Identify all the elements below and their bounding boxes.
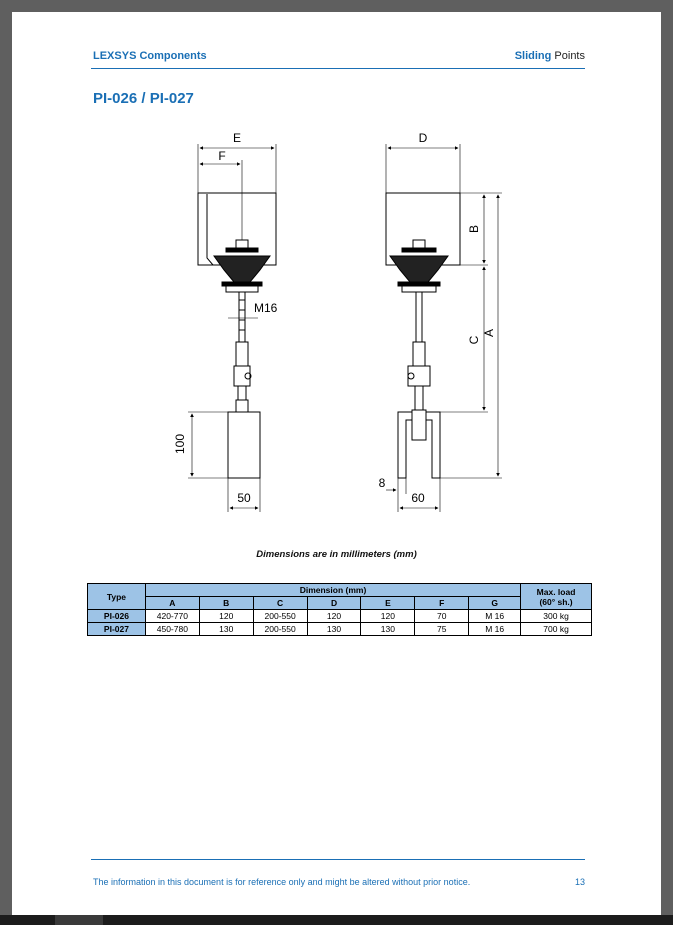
row-type: PI-026	[88, 610, 146, 623]
table-cell: 130	[199, 623, 253, 636]
label-8: 8	[378, 476, 386, 490]
table-cell: 120	[361, 610, 415, 623]
brand-name: LEXSYS Components	[93, 50, 207, 62]
load-header-line1: Max. load	[536, 586, 576, 597]
label-d: D	[418, 131, 428, 145]
dimension-labels	[173, 131, 496, 505]
label-a: A	[482, 328, 496, 338]
table-cell: M 16	[469, 623, 521, 636]
load-header	[521, 584, 592, 610]
section-name-accent: Sliding	[514, 50, 552, 62]
table-cell: 420-770	[145, 610, 199, 623]
side-view	[386, 144, 502, 512]
label-60: 60	[411, 491, 425, 505]
page-title: PI-026 / PI-027	[93, 90, 194, 107]
table-cell: 70	[415, 610, 469, 623]
table-cell: 200-550	[253, 623, 307, 636]
document-page	[12, 12, 661, 915]
footer-rule	[91, 859, 585, 860]
label-b: B	[467, 224, 481, 234]
table-cell: 450-780	[145, 623, 199, 636]
technical-drawing	[12, 12, 661, 532]
label-m16: M16	[254, 301, 278, 315]
table-cell: 75	[415, 623, 469, 636]
viewer-bottom-bar	[0, 915, 673, 925]
table-cell: 200-550	[253, 610, 307, 623]
row-load: 700 kg	[521, 623, 592, 636]
label-c: C	[467, 335, 481, 345]
type-header: Type	[88, 584, 146, 610]
row-load: 300 kg	[521, 610, 592, 623]
col-header: C	[253, 597, 307, 610]
spec-table	[87, 583, 592, 636]
row-type: PI-027	[88, 623, 146, 636]
section-name-rest: Points	[551, 50, 585, 62]
col-header: A	[145, 597, 199, 610]
viewer-bottom-segment	[55, 915, 103, 925]
table-row	[88, 610, 592, 623]
dimension-note: Dimensions are in millimeters (mm)	[256, 549, 417, 560]
dimension-header: Dimension (mm)	[145, 584, 520, 597]
col-header: B	[199, 597, 253, 610]
table-cell: 120	[199, 610, 253, 623]
label-f: F	[218, 149, 226, 163]
table-cell: 130	[361, 623, 415, 636]
table-cell: 130	[307, 623, 361, 636]
col-header: F	[415, 597, 469, 610]
load-header-line2: (60° sh.)	[539, 596, 573, 607]
label-50: 50	[237, 491, 251, 505]
label-100: 100	[173, 433, 187, 455]
table-cell: 120	[307, 610, 361, 623]
label-e: E	[232, 131, 242, 145]
footer-disclaimer: The information in this document is for reference only and might be altered without prior notice.	[93, 877, 471, 887]
table-cell: M 16	[469, 610, 521, 623]
table-row	[88, 623, 592, 636]
col-header: D	[307, 597, 361, 610]
col-header: G	[469, 597, 521, 610]
col-header: E	[361, 597, 415, 610]
front-view	[188, 144, 276, 512]
page-number: 13	[574, 877, 585, 887]
